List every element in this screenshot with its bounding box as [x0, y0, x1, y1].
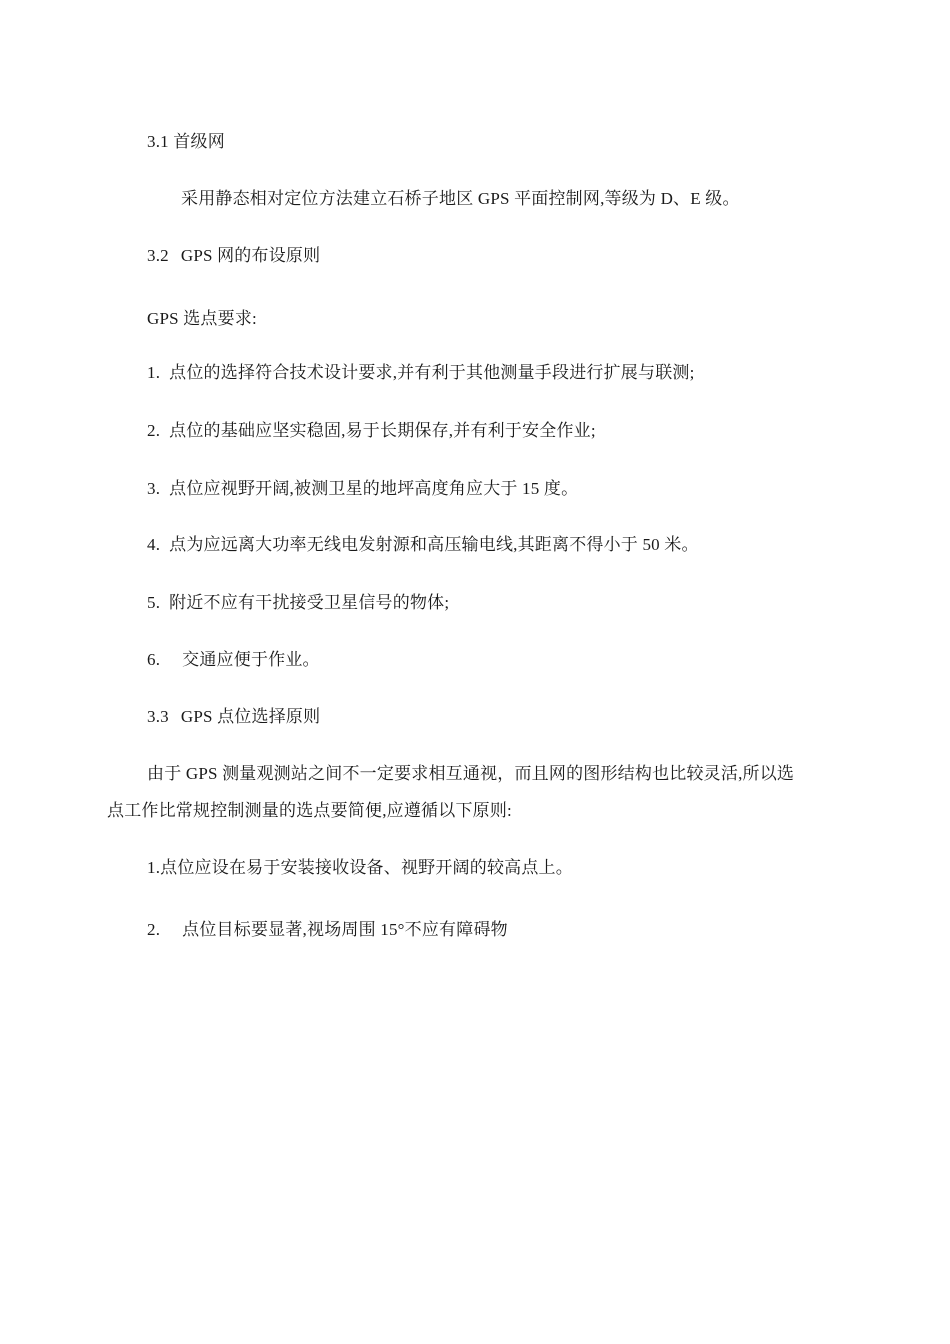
list-item [147, 648, 320, 672]
section-3-2-title: GPS 网的布设原则 [180, 246, 321, 265]
section-3-2-heading [147, 244, 320, 268]
list-item [147, 591, 449, 615]
gps-site-requirements-label: GPS 选点要求: [147, 309, 257, 328]
section-3-1-body: 采用静态相对定位方法建立石桥子地区 GPS 平面控制网,等级为 D、E 级。 [181, 189, 740, 208]
section-3-3-heading [147, 705, 320, 729]
list-item-text: 附近不应有干扰接受卫星信号的物体; [169, 593, 450, 612]
principle-item-text: 点位目标要显著,视场周围 15°不应有障碍物 [182, 920, 508, 939]
list-item [147, 533, 699, 557]
section-3-3-number: 3.3 [147, 707, 169, 726]
list-item-text: 点位应视野开阔,被测卫星的地坪高度角应大于 15 度。 [169, 479, 579, 498]
principle-item-1: 1.点位应设在易于安装接收设备、视野开阔的较高点上。 [147, 858, 573, 877]
section-3-3-title: GPS 点位选择原则 [180, 707, 321, 726]
section-3-1-heading: 3.1 首级网 [147, 132, 225, 151]
list-item [147, 361, 695, 385]
list-item-number: 2. [147, 421, 161, 440]
list-item-number: 4. [147, 535, 161, 554]
list-item-text: 点位的基础应坚实稳固,易于长期保存,并有利于安全作业; [169, 421, 596, 440]
list-item [147, 419, 596, 443]
section-3-3-body-line-2: 点工作比常规控制测量的选点要简便,应遵循以下原则: [107, 801, 512, 820]
list-item-text: 点位的选择符合技术设计要求,并有利于其他测量手段进行扩展与联测; [169, 363, 695, 382]
list-item-text: 点为应远离大功率无线电发射源和高压输电线,其距离不得小于 50 米。 [169, 535, 699, 554]
section-3-3-body-line-1: 由于 GPS 测量观测站之间不一定要求相互通视，而且网的图形结构也比较灵活,所以选 [147, 764, 795, 783]
list-item-number: 1. [147, 363, 161, 382]
section-3-2-number: 3.2 [147, 246, 169, 265]
list-item-number: 6. [147, 650, 161, 669]
list-item [147, 477, 578, 501]
list-item-text: 交通应便于作业。 [182, 650, 320, 669]
list-item-number: 3. [147, 479, 161, 498]
principle-item-2 [147, 918, 508, 942]
list-item-number: 5. [147, 593, 161, 612]
principle-item-number: 2. [147, 920, 161, 939]
